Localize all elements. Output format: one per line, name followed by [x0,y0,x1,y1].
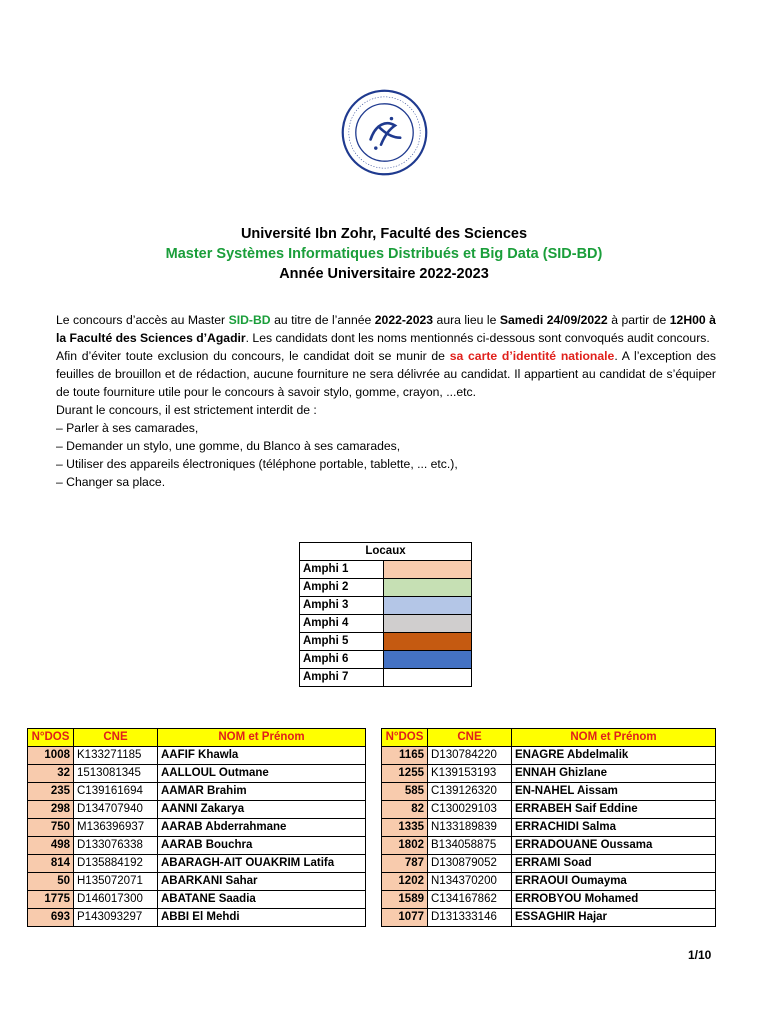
locaux-color-swatch [384,597,472,615]
paragraph-exam-info: Le concours d’accès au Master SID-BD au titre de l’année 2022-2023 aura lieu le Samedi 24/09/2022 à partir de 12H00 à la Faculté des Sciences d’Agadir. Les candidats dont les noms mentionnés ci-dessous sont convoqués audit concours. [56,313,716,345]
student-dos-number: 1255 [382,765,428,783]
student-cne: D135884192 [74,855,158,873]
locaux-row [300,561,472,579]
student-cne: B134058875 [428,837,512,855]
student-row [382,873,716,891]
student-cne: D131333146 [428,909,512,927]
locaux-room-name: Amphi 2 [300,579,384,597]
locaux-row [300,579,472,597]
col-header-name: NOM et Prénom [512,729,716,747]
rule-item: – Parler à ses camarades, [56,421,199,435]
students-table-left [27,728,366,927]
student-cne: C134167862 [428,891,512,909]
student-name: ERRAOUI Oumayma [512,873,716,891]
student-cne: D146017300 [74,891,158,909]
col-header-cne: CNE [74,729,158,747]
student-name: ABATANE Saadia [158,891,366,909]
student-cne: N133189839 [428,819,512,837]
student-name: ABARAGH-AIT OUAKRIM Latifa [158,855,366,873]
col-header-cne: CNE [428,729,512,747]
col-header-name: NOM et Prénom [158,729,366,747]
student-row [28,765,366,783]
student-row [382,747,716,765]
page-number: 1/10 [688,948,712,962]
student-name: ESSAGHIR Hajar [512,909,716,927]
student-name: AAFIF Khawla [158,747,366,765]
student-name: AAMAR Brahim [158,783,366,801]
paragraph-id-card: Afin d’éviter toute exclusion du concours, le candidat doit se munir de sa carte d’identité nationale. A l’exception des feuilles de brouillon et de rédaction, aucune fourniture ne sera délivrée au candidat. Il appartient au candidat de s’équiper de toute fourniture utile pour le concours à savoir stylo, gomme, crayon, ...etc. [56,349,716,399]
locaux-color-swatch [384,633,472,651]
student-cne: D134707940 [74,801,158,819]
student-dos-number: 1165 [382,747,428,765]
locaux-color-swatch [384,579,472,597]
locaux-color-swatch [384,651,472,669]
student-dos-number: 1335 [382,819,428,837]
student-row [382,819,716,837]
student-name: ABARKANI Sahar [158,873,366,891]
col-header-dos: N°DOS [382,729,428,747]
university-title: Université Ibn Zohr, Faculté des Sciences [240,226,528,242]
student-name: ERRACHIDI Salma [512,819,716,837]
student-row [382,765,716,783]
locaux-legend-table [299,542,472,687]
student-row [382,909,716,927]
rule-item: – Demander un stylo, une gomme, du Blanco à ses camarades, [56,439,401,453]
student-row [382,891,716,909]
student-row [28,873,366,891]
announcement-text [56,311,716,491]
student-row [28,891,366,909]
student-dos-number: 1802 [382,837,428,855]
student-row [382,801,716,819]
university-seal-logo [341,89,428,176]
student-dos-number: 787 [382,855,428,873]
student-name: AANNI Zakarya [158,801,366,819]
student-row [382,783,716,801]
paragraph-rules-intro: Durant le concours, il est strictement interdit de : [56,403,317,417]
student-cne: H135072071 [74,873,158,891]
student-name: ERRADOUANE Oussama [512,837,716,855]
student-dos-number: 82 [382,801,428,819]
student-row [28,855,366,873]
student-cne: K139153193 [428,765,512,783]
locaux-room-name: Amphi 6 [300,651,384,669]
student-cne: D133076338 [74,837,158,855]
student-dos-number: 750 [28,819,74,837]
student-dos-number: 298 [28,801,74,819]
student-dos-number: 693 [28,909,74,927]
student-row [382,837,716,855]
student-row [28,783,366,801]
locaux-room-name: Amphi 5 [300,633,384,651]
student-cne: C139126320 [428,783,512,801]
student-name: AARAB Bouchra [158,837,366,855]
locaux-room-name: Amphi 4 [300,615,384,633]
locaux-color-swatch [384,561,472,579]
student-cne: D130879052 [428,855,512,873]
student-row [28,801,366,819]
locaux-row [300,615,472,633]
student-cne: C130029103 [428,801,512,819]
locaux-header: Locaux [300,543,472,561]
locaux-room-name: Amphi 7 [300,669,384,687]
locaux-room-name: Amphi 3 [300,597,384,615]
student-row [28,747,366,765]
student-cne: K133271185 [74,747,158,765]
student-name: AALLOUL Outmane [158,765,366,783]
student-dos-number: 585 [382,783,428,801]
rule-item: – Changer sa place. [56,475,166,489]
student-dos-number: 498 [28,837,74,855]
student-row [28,909,366,927]
student-name: ABBI El Mehdi [158,909,366,927]
locaux-row [300,669,472,687]
student-cne: C139161694 [74,783,158,801]
locaux-row [300,651,472,669]
student-name: AARAB Abderrahmane [158,819,366,837]
locaux-color-swatch [384,669,472,687]
locaux-color-swatch [384,615,472,633]
rule-item: – Utiliser des appareils électroniques (téléphone portable, tablette, ... etc.), [56,457,458,471]
student-cne: 1513081345 [74,765,158,783]
student-cne: M136396937 [74,819,158,837]
student-name: ERRAMI Soad [512,855,716,873]
student-dos-number: 235 [28,783,74,801]
master-title: Master Systèmes Informatiques Distribués et Big Data (SID-BD) [165,246,603,262]
locaux-row [300,597,472,615]
student-cne: N134370200 [428,873,512,891]
student-dos-number: 1589 [382,891,428,909]
student-name: ENNAH Ghizlane [512,765,716,783]
student-dos-number: 1775 [28,891,74,909]
student-dos-number: 814 [28,855,74,873]
student-dos-number: 1077 [382,909,428,927]
student-name: ENAGRE Abdelmalik [512,747,716,765]
student-row [28,819,366,837]
student-name: EN-NAHEL Aissam [512,783,716,801]
student-name: ERROBYOU Mohamed [512,891,716,909]
student-dos-number: 1008 [28,747,74,765]
locaux-room-name: Amphi 1 [300,561,384,579]
student-row [28,837,366,855]
student-dos-number: 50 [28,873,74,891]
students-table-right [381,728,716,927]
student-dos-number: 1202 [382,873,428,891]
col-header-dos: N°DOS [28,729,74,747]
student-row [382,855,716,873]
academic-year-title: Année Universitaire 2022-2023 [279,266,489,282]
student-cne: P143093297 [74,909,158,927]
student-dos-number: 32 [28,765,74,783]
student-cne: D130784220 [428,747,512,765]
locaux-row [300,633,472,651]
student-name: ERRABEH Saif Eddine [512,801,716,819]
